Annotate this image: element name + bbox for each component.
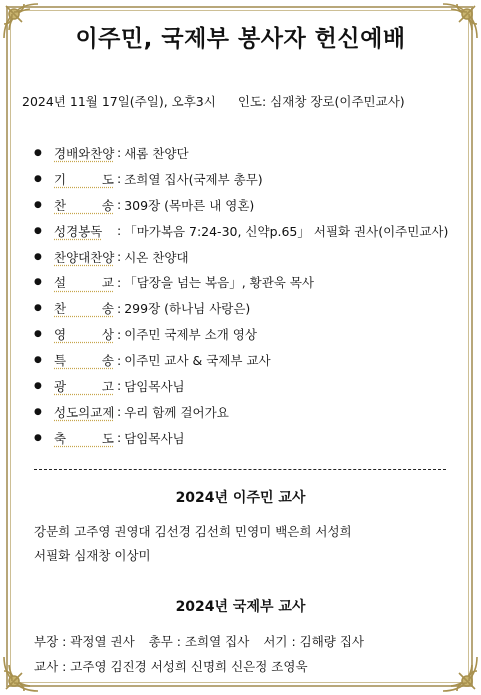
officers-line — [34, 632, 364, 650]
program-item: ● 설 교 : 「담장을 넘는 복음」, 황관욱 목사 — [34, 274, 314, 291]
bullet-icon: ● — [34, 147, 42, 158]
program-value: 309장 (목마른 내 영혼) — [124, 197, 255, 213]
program-item: ● 찬양대찬양 : 시온 찬양대 — [34, 249, 189, 265]
service-date: 2024년 11월 17일(주일), 오후3시 — [22, 94, 216, 109]
program-item: ● 성경봉독 : 「마가복음 7:24-30, 신약p.65」 서필화 권사(이주민교사) — [34, 223, 449, 239]
service-leader: 인도: 심재창 장로(이주민교사) — [237, 94, 405, 109]
teacher-names: 서필화 심재창 이상미 — [34, 548, 151, 563]
program-item: ● 기 도 : 조희열 집사(국제부 총무) — [34, 171, 263, 187]
program-value: 담임목사님 — [124, 378, 185, 394]
program-item: ● 영 상 : 이주민 국제부 소개 영상 — [34, 326, 257, 343]
program-label: 성경봉독 — [54, 223, 103, 239]
program-value: 이주민 국제부 소개 영상 — [124, 327, 257, 343]
program-item: ● 광 고 : 담임목사님 — [34, 378, 185, 394]
bullet-icon: ● — [34, 199, 42, 210]
section-heading: 2024년 국제부 교사 — [175, 599, 306, 615]
program-label: 광 고 — [54, 378, 114, 394]
program-value: 우리 함께 걸어가요 — [124, 404, 229, 420]
order-of-service — [34, 140, 464, 451]
officer-treasurer: 총무 : 조희열 집사 — [148, 634, 250, 649]
page-title: 이주민, 국제부 봉사자 헌신예배 — [75, 26, 406, 52]
program-value: 새롬 찬양단 — [124, 145, 189, 161]
section-divider — [34, 469, 446, 470]
program-value: 조희열 집사(국제부 총무) — [124, 171, 263, 187]
program-label: 영 상 — [54, 327, 114, 343]
teachers-line: 교사 : 고주영 김진경 서성희 신명희 신은정 조영욱 — [34, 659, 308, 674]
program-value: 「담장을 넘는 복음」, 황관욱 목사 — [124, 275, 314, 291]
bullet-icon: ● — [34, 355, 42, 366]
bullet-icon: ● — [34, 380, 42, 391]
program-label: 찬 송 — [54, 197, 114, 213]
program-label: 특 송 — [54, 353, 114, 369]
program-item: ● 축 도 : 담임목사님 — [34, 430, 185, 446]
bullet-icon: ● — [34, 406, 42, 417]
program-label: 찬 송 — [54, 301, 114, 317]
bullet-icon: ● — [34, 303, 42, 314]
section-heading: 2024년 이주민 교사 — [175, 490, 306, 506]
bullet-icon: ● — [34, 277, 42, 288]
corner-ornament-icon — [439, 653, 481, 695]
program-value: 이주민 교사 & 국제부 교사 — [124, 353, 271, 369]
bullet-icon: ● — [34, 173, 42, 184]
program-label: 축 도 — [54, 430, 114, 446]
program-item: ● 특 송 : 이주민 교사 & 국제부 교사 — [34, 352, 271, 369]
program-value: 시온 찬양대 — [124, 249, 189, 265]
service-info — [22, 92, 405, 110]
bullet-icon: ● — [34, 251, 42, 262]
bullet-icon: ● — [34, 432, 42, 443]
program-item: ● 성도의교제 : 우리 함께 걸어가요 — [34, 404, 229, 420]
program-label: 경배와찬양 — [54, 145, 115, 161]
bullet-icon: ● — [34, 225, 42, 236]
program-value: 299장 (하나님 사랑은) — [124, 301, 251, 317]
program-item: ● 찬 송 : 309장 (목마른 내 영혼) — [34, 197, 255, 213]
program-label: 설 교 — [54, 275, 114, 291]
program-value: 담임목사님 — [124, 430, 185, 446]
bullet-icon: ● — [34, 329, 42, 340]
program-item: ● 경배와찬양 : 새롬 찬양단 — [34, 145, 189, 161]
program-label: 찬양대찬양 — [54, 249, 115, 265]
program-item: ● 찬 송 : 299장 (하나님 사랑은) — [34, 300, 251, 317]
officer-secretary: 서기 : 김해량 집사 — [263, 634, 365, 649]
teacher-names: 강문희 고주영 권영대 김선경 김선희 민영미 백은희 서성희 — [34, 524, 352, 539]
program-label: 기 도 — [54, 171, 114, 187]
program-label: 성도의교제 — [54, 404, 115, 420]
officer-chair: 부장 : 곽정열 권사 — [34, 634, 135, 649]
program-value: 「마가복음 7:24-30, 신약p.65」 서필화 권사(이주민교사) — [124, 223, 449, 239]
